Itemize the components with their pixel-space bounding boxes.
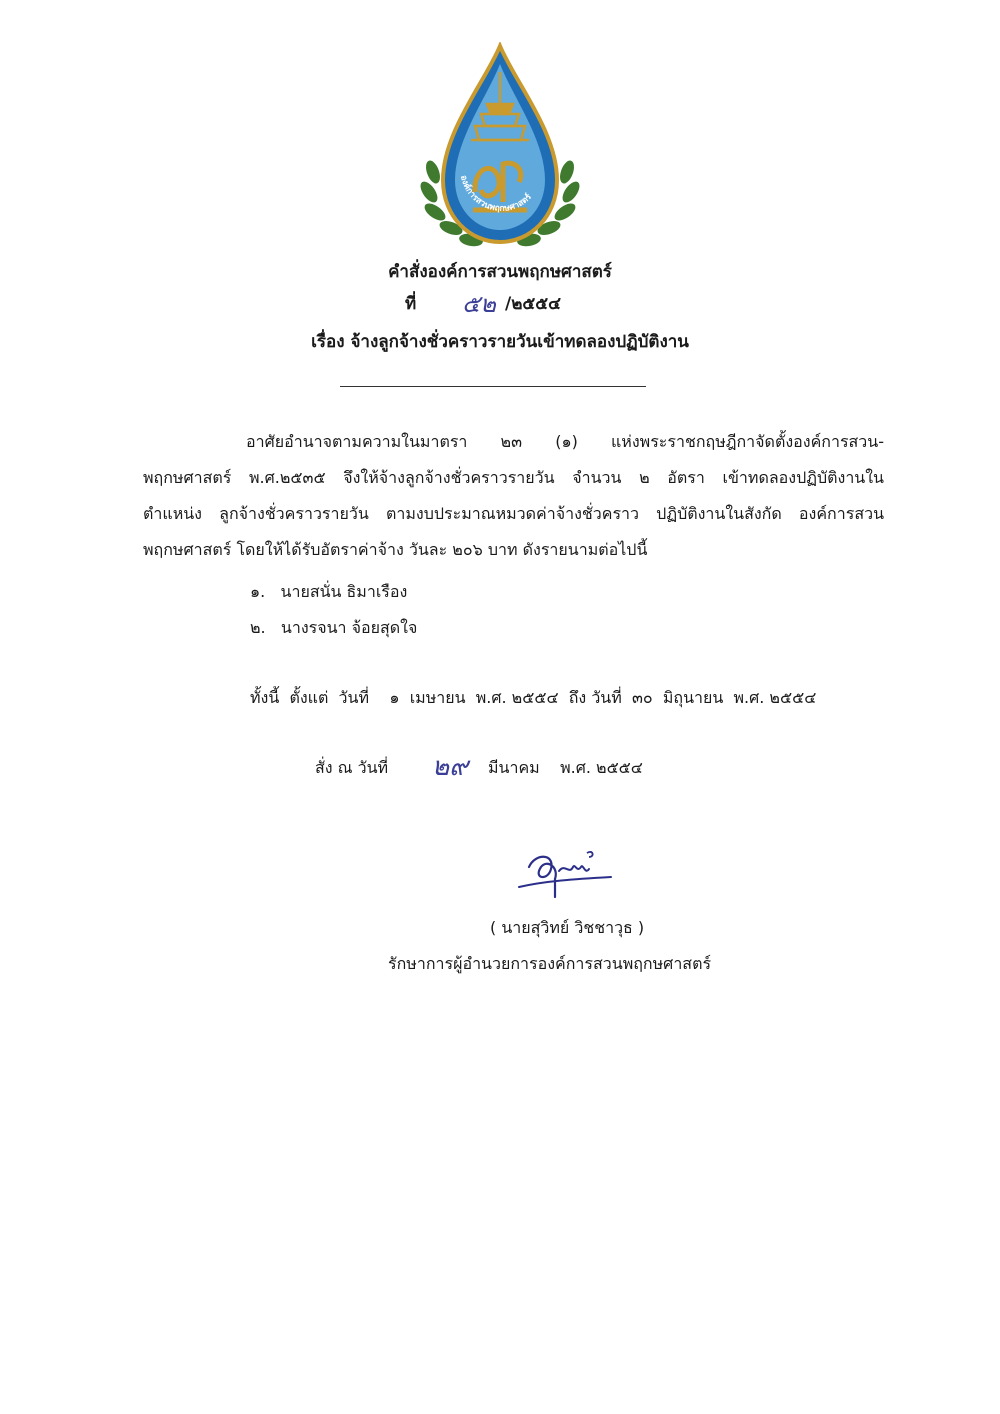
order-subject: เรื่อง จ้างลูกจ้างชั่วคราวรายวันเข้าทดลองปฏิบัติงาน xyxy=(311,332,689,352)
signatory-position: รักษาการผู้อำนวยการองค์การสวนพฤกษศาสตร์ xyxy=(388,954,712,973)
signature-icon xyxy=(515,845,615,905)
header-divider xyxy=(340,386,646,387)
paragraph-line-4: พฤกษศาสตร์ โดยให้ได้รับอัตราค่าจ้าง วันละ ๒๐๖ บาท ดังรายนามต่อไปนี้ xyxy=(143,540,648,559)
order-date-day-handwritten: ๒๙ xyxy=(432,752,469,782)
list-item xyxy=(250,574,407,609)
order-number-suffix: /๒๕๕๔ xyxy=(505,294,562,314)
paragraph-line-3: ตำแหน่ง ลูกจ้างชั่วคราวรายวัน ตามงบประมาณหมวดค่าจ้างชั่วคราว ปฏิบัติงานในสังกัด องค์การสวน xyxy=(143,504,884,523)
emblem-logo xyxy=(415,42,585,254)
signatory-name: ( นายสุวิทย์ วิชชาวุธ ) xyxy=(490,918,645,937)
effective-period: ทั้งนี้ ตั้งแต่ วันที่ ๑ เมษายน พ.ศ. ๒๕๕๔ ถึง วันที่ ๓๐ มิถุนายน พ.ศ. ๒๕๕๔ xyxy=(250,688,817,707)
list-item-number: ๑. xyxy=(250,582,266,601)
order-date-month-year: มีนาคม พ.ศ. ๒๕๕๔ xyxy=(488,758,643,777)
emblem-text: องค์การสวนพฤกษศาสตร์ xyxy=(457,174,534,214)
list-item-name: นางรจนา จ้อยสุดใจ xyxy=(280,618,418,637)
list-item-name: นายสนั่น ธิมาเรือง xyxy=(280,582,408,601)
list-item xyxy=(250,610,417,645)
order-date-prefix: สั่ง ณ วันที่ xyxy=(315,758,389,777)
paragraph-line-2: พฤกษศาสตร์ พ.ศ.๒๕๓๕ จึงให้จ้างลูกจ้างชั่วคราวรายวัน จำนวน ๒ อัตรา เข้าทดลองปฏิบัติงานใน xyxy=(143,468,884,487)
list-item-number: ๒. xyxy=(250,618,266,637)
order-number-handwritten: ๕๒ xyxy=(462,290,496,318)
order-number-label: ที่ xyxy=(405,294,417,314)
paragraph-line-1: อาศัยอำนาจตามความในมาตรา ๒๓ (๑) แห่งพระราชกฤษฎีกาจัดตั้งองค์การสวน- xyxy=(246,432,884,451)
order-title: คำสั่งองค์การสวนพฤกษศาสตร์ xyxy=(388,262,612,282)
